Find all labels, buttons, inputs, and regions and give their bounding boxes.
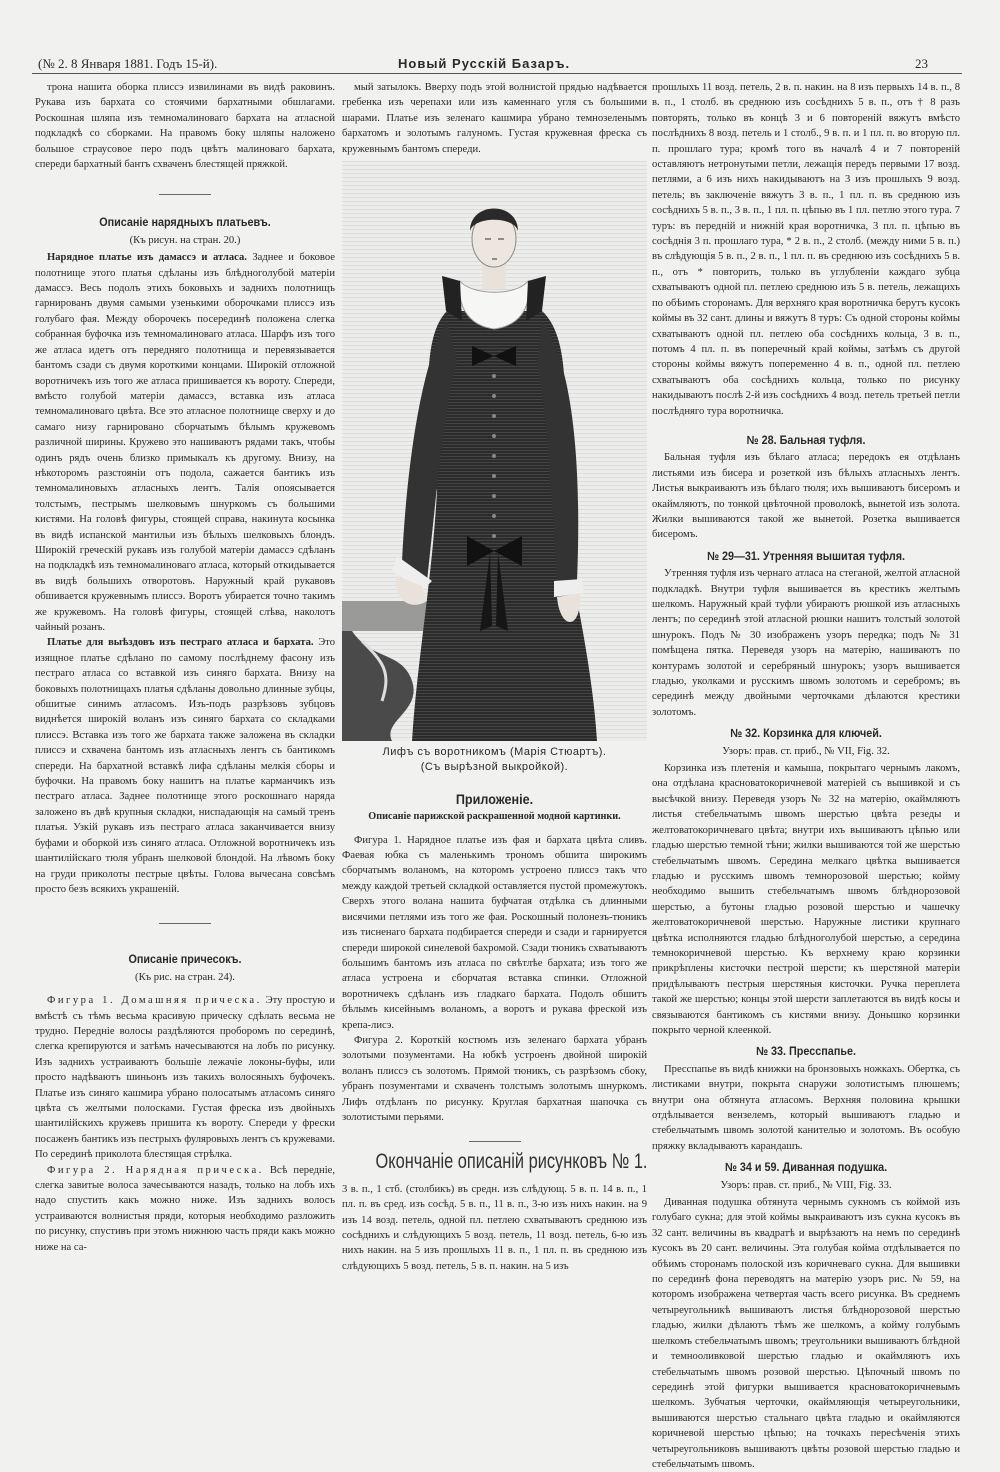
paragraph: Диванная подушка обтянута чернымъ сукномъ съ коймой изъ голубаго сукна; для этой коймы выкраиваютъ изъ сукна кусокъ въ 32 сант. величины въ квадратѣ и вырѣзаютъ на немъ по серединѣ кусокъ въ 20 сант. величины. Эта голубая койма отдѣлывается по обѣимъ сторонамъ полоской изъ коричневаго сукна. Для вышивки по серединѣ фона переводятъ на матерію узоръ рис. № 59, на которомъ изображена четвертая часть всего рисунка. Въ среднемъ четыреугольникѣ вышиваютъ листья блѣднорозовой шерстью гладью, жилки дѣлаютъ тѣмъ же шелкомъ, а койму голубымъ шелкомъ стебельчатымъ швомъ; треугольники вышиваютъ блѣдной и темнооливковой шерстью гладью и окаймляютъ ихъ стебельчатымъ швомъ розовой шерстью. Цѣпочный швомъ по серединѣ этой фигурки вышивается красноватокоричневымъ шелкомъ. Зубчатыя черточки, окаймляющія четыреугольники, вышиваются шерстью стальнаго цвѣта гладью и окаймляются коричневой шерстью цѣпью; на точкахъ пересѣченія этихъ четыреугольниковъ вышиваютъ цвѣты розовой шерстью гладью и стебельчатымъ швомъ. xyxy=(652,1197,960,1470)
section-heading: № 33. Пресспапье. xyxy=(755,1044,856,1059)
section-heading-large: Окончаніе описаній рисунковъ № 1. xyxy=(375,1150,648,1174)
figure-caption: Лифъ съ воротникомъ (Марія Стюартъ). xyxy=(382,746,607,759)
section-subheading: Узоръ: прав. ст. приб., № VIII, Fig. 33. xyxy=(720,1179,892,1191)
illustration-woman-bodice xyxy=(342,161,647,741)
section-heading: Описаніе причесокъ. xyxy=(128,952,242,967)
paragraph: прошлыхъ 11 возд. петель, 2 в. п. накин. на 8 изъ первыхъ 14 в. п., 8 в. п., 1 столб. въ среднюю изъ сосѣднихъ 5 в. п., отъ † 8 разъ повторять, только въ концѣ 3 и 6 повтореній вяжутъ вмѣсто послѣднихъ 8 возд. петель и 1 столб., 9 в. п. и 1 пл. п. во вторую пл. п. прошлаго тура; кромѣ того въ началѣ 4 и 7 повтореній оставляютъ нетронутыми петли, лежащія передъ первыми 17 возд. петлями, а 6 изъ нихъ накидываютъ на 3 изъ прошлыхъ 9 возд. петель; въ заключеніе вяжутъ 3 в. п., 1 пл. п. въ среднюю изъ сосѣднихъ 5 в. п., 3 в. п., 1 пл. п. цѣпью въ 1 пл. петлю этого тура. 7 туръ: въ передній и нижній края воротничка, 3 пл. п. цѣпью въ сосѣднія 3 п. прошлаго тура, * 2 в. п., 2 столб. (между ними 5 в. п.) въ слѣдующія 5 в. п., 2 в. п., 1 пл. п. въ среднюю изъ сосѣднихъ 5 в. п., отъ * повторить, только въ углубленіи каждаго зубца схватываютъ одной пл. петлею среднюю изъ 5 в. петель, лежащихъ по обѣимъ сторонамъ. Для верхняго края воротничка берутъ кусокъ коймы въ 32 сант. длины и вяжутъ 8 туръ: Съ одной стороны коймы схватываютъ одной пл. петлею оба сосѣднихъ кольца, 3 в. п., потомъ 4 пл. п. въ поперечный край коймы, затѣмъ съ другой стороны коймы вяжутъ попеременно 4 в. п., одной пл. петлею схватываютъ оба сосѣднихъ кольца, только по рисунку накидываютъ послѣ 2-й изъ сосѣднихъ 4 возд. петель третьей петли послѣдняго тура воротничка. xyxy=(652,82,960,417)
section-heading: Приложеніе. xyxy=(455,790,534,807)
paragraph: трона нашита оборка плиссэ извилинами въ видѣ раковинъ. Рукава изъ бархата со стоячими бархатными обшлагами. Роскошная шляпа изъ темномалиноваго бархата на атласной подкладкѣ со сборками. На правомъ боку шляпы наложено большое страусовое перо подъ цвѣтъ малиноваго бархата, спереди бархатный бантъ схваченъ блестящей пряжкой. xyxy=(35,82,335,171)
paragraph: Фигура 1. Нарядное платье изъ фая и бархата цвѣта сливъ. Фаевая юбка съ маленькимъ трономъ обшита широкимъ сборчатымъ воланомъ, на которомъ устроено плиссэ такъ что между каждой третьей складкой оставляется пустой промежутокъ. Сверхъ этого волана нашита буфчатая отдѣлка съ длинными висячими петлями изъ того же фая. Роскошный полонезъ-тюникъ изъ тисненаго бархата подбирается спереди и сзади и гарнируется спереди широкой синелевой бахромой. Сзади тюникъ схватываютъ большимъ бантомъ изъ атласа по свѣтлѣе бархата; изъ того же атласа устроена и сборчатая вставка спинки. Отложной воротничекъ сдѣланъ изъ гладкаго бархата. Подолъ обшитъ бѣлымъ кисейнымъ воланомъ, а воротъ и рукава фреской изъ крепа-лисэ. xyxy=(342,834,647,1031)
column-1 xyxy=(35,80,335,1255)
section-heading: Описаніе нарядныхъ платьевъ. xyxy=(99,215,271,230)
header-rule xyxy=(32,73,962,74)
divider xyxy=(159,194,211,195)
section-subheading: (Къ рисун. на стран. 20.) xyxy=(129,234,241,246)
paragraph: Корзинка изъ плетенія и камыша, покрытаго чернымъ лакомъ, она отдѣлана красноватокоричневой матеріей съ вышивкой и съ высѣчкой внизу. Переведя узоръ № 32 на матерію, окаймляютъ листья стебельчатымъ швомъ шерстью цвѣта резеды и желтоватокоричневаго цвѣта; внутри ихъ вышиваютъ цѣпью или гладью шерстью темной тѣни; жилки вышиваются той же шерстью стебельчатымъ швомъ. Середина мелкаго цвѣтка вышивается гладью и русскимъ швомъ темнорозовой шерстью; койму необходимо вышить стебельчатымъ швомъ блѣднорозовой шерстью, а бутоны гладью розовой шерстью и чашечку желтоватокоричневой шерстью. Наружные листики крупнаго цвѣтка исполняются гладью блѣдноголубой шерстью, а середина темнокоричневой шерстью. Къ верхнему краю корзинки прикрѣплены кисточки пестрой шерсти; къ шерстяной матеріи придѣлываютъ пестрыя шерстяныя кисточки. Ручка переплета такой же шерстью; концы этой шерсти заплетаются въ видѣ косы и связываются бантикомъ съ кистями внизу. Донышко корзинки покрыто черной клеенкой. xyxy=(652,763,960,1036)
paragraph: Фигура 2. Короткій костюмъ изъ зеленаго бархата убранъ золотыми позументами. На юбкѣ устроенъ двойной широкій воланъ плиссэ съ золотомъ. Прямой тюникъ, съ разрѣзомъ сбоку, убранъ позументами и схваченъ толстымъ золотымъ шнуркомъ. Лифъ отдѣланъ по рисунку. Круглая бархатная шапочка съ золотистыми перьями. xyxy=(342,1034,647,1123)
paragraph: Пресспапье въ видѣ книжки на бронзовыхъ ножкахъ. Обертка, съ листиками внутри, покрыта снаружи золотистымъ плюшемъ; внутри она обтянута атласомъ. Верхняя половина крышки отдѣлывается вензелемъ, который вышиваютъ гладью и стебельчатымъ швомъ золотой канителью и золотомъ. Въ особую пряжку вкладываютъ карандашъ. xyxy=(652,1063,960,1152)
column-3 xyxy=(652,80,960,1472)
paragraph: Фигура 1. Домашняя прическа. Эту простую и вмѣстѣ съ тѣмъ весьма красивую прическу сдѣлать весьма не трудно. Передніе волосы раздѣляются проборомъ по серединѣ, слегка крепируются и затѣмъ начесываются на лобъ по рисунку. Изъ заднихъ устраиваютъ большіе лежачіе локоны-буфы, или просто надѣваютъ шиньонъ изъ такихъ волосяныхъ буфочекъ. Платье изъ синяго кашмира убрано полосатымъ атласомъ синяго цвѣта съ желтыми полосками. Густая фреска изъ двойныхъ шантилійскихъ кружевъ пришита къ вороту. Спереди у фрески посаженъ бантикъ изъ пестрыхъ фуляровыхъ лентъ съ кружевами. По серединѣ приколота блестящая стрѣлка. xyxy=(35,995,335,1161)
paragraph: Бальная туфля изъ бѣлаго атласа; передокъ ея отдѣланъ листьями изъ бисера и розеткой изъ бѣлыхъ атласныхъ лентъ. Листья выкраиваютъ изъ бѣлаго тюля; ихъ вышиваютъ бисеромъ и окаймляютъ, по тонкой цвѣточной проволокѣ, вынетой изъ золота. Жилки вышиваются такой же вынетой. Розетка вышивается бисеромъ. xyxy=(652,452,960,541)
paragraph: 3 в. п., 1 стб. (столбикъ) въ средн. изъ слѣдующ. 5 в. п. 14 в. п., 1 пл. п. въ сред. изъ сосѣд. 5 в. п., 11 в. п., 3-ю изъ нихъ накин. на 9 изъ 14 возд. петель, одной пл. петлею схватываютъ среднюю изъ сосѣднихъ и слѣдующихъ 5 возд. петель, 11 возд. петель, 6-ю изъ нихъ накин. на 5 изъ прошлыхъ 11 в. п., 1 пл. п. въ среднюю изъ слѣдующихъ 5 возд. петель, 5 в. п. накин. на 5 изъ xyxy=(342,1183,647,1272)
newspaper-title: Новый Русскій Базаръ. xyxy=(398,56,571,71)
issue-info: (№ 2. 8 Января 1881. Годъ 15-й). xyxy=(38,56,218,71)
paragraph: Платье для выѣздовъ изъ пестраго атласа и бархата. Это изящное платье сдѣлано по самому послѣднему фасону изъ пестраго атласа со вставкой изъ синяго бархата. Внизу на боковыхъ полотнищахъ платья сдѣланы довольно длинные зубцы, обшитые синимъ атласомъ. Изъ-подъ разрѣзовъ зубцовъ виднѣется широкій воланъ изъ синяго бархата со складками плиссэ. Вставка изъ того же бархата также заложена въ складки плиссэ и схвачена бантомъ изъ атласныхъ лентъ съ бантикомъ спереди. На бархатной вставкѣ лифа сдѣланы мелкія сборы и буфочки. На правомъ боку нашитъ на платье карманчикъ изъ пестраго атласа. Заднее полотнище этого роскошнаго наряда заложено въ двѣ крупныя складки, ниспадающія на самый тренъ платья. Узкій рукавъ изъ пестраго атласа заканчивается внизу буфами и оборкой изъ синяго атласа. Отложной воротничекъ изъ шантилійскаго тюля убранъ шелковой блондой. На лѣвомъ боку на груди приколоты пестрые цвѣты. Голова вычесана совсѣмъ просто безъ всякихъ украшеній. xyxy=(35,637,335,895)
divider xyxy=(469,1141,521,1142)
paragraph: Утренняя туфля изъ чернаго атласа на стеганой, желтой атласной подкладкѣ. Внутри туфля вышивается въ крестикъ желтымъ шелкомъ. Наружный край туфли убираютъ рюшкой изъ атласныхъ лентъ; по серединѣ этой атласной рюшки нашитъ толстый золотой шнурокъ. Подъ № 30 изображенъ узоръ передка; подъ № 31 помѣщена пятка. Переведя узоръ на матерію, нашиваютъ по контурамъ золотой и серебряный шнурокъ; узоръ вышивается гладью, уколками и русскимъ швомъ золотомъ и серебромъ; въ серединѣ между двойными черточками дѣлаются крестики золотомъ. xyxy=(652,568,960,718)
section-subheading: Узоръ: прав. ст. приб., № VII, Fig. 32. xyxy=(722,745,890,757)
section-heading: № 32. Корзинка для ключей. xyxy=(730,726,882,741)
section-heading: № 34 и 59. Диванная подушка. xyxy=(724,1160,888,1175)
paragraph: Фигура 2. Нарядная прическа. Всѣ передніе, слегка завитые волоса зачесываются назадъ, только на лобъ ихъ надо спустить какъ можно ниже. Изъ заднихъ волосъ устраиваются волнистыя пряди, которыя необходимо разложить по рисунку, спустивъ при этомъ нижнюю часть пряди какъ можно ниже на са- xyxy=(35,1164,336,1253)
section-subheading: Описаніе парижской раскрашенной модной картинки. xyxy=(368,811,621,823)
paragraph: мый затылокъ. Вверху подъ этой волнистой прядью надѣвается гребенка изъ черепахи или изъ каменнаго угля съ большими шарами. Платье изъ зеленаго кашмира убрано темнозеленымъ бархатомъ и золотымъ галуномъ. Густая кружевная фреска съ кружевнымъ бантомъ спереди. xyxy=(342,82,647,155)
section-subheading: (Къ рис. на стран. 24). xyxy=(135,971,235,983)
section-heading: № 28. Бальная туфля. xyxy=(746,432,866,447)
figure-caption-note: (Съ вырѣзной выкройкой). xyxy=(420,761,569,774)
divider xyxy=(159,923,211,924)
section-heading: № 29—31. Утренняя вышитая туфля. xyxy=(707,548,905,563)
page-number: 23 xyxy=(915,56,928,71)
paragraph: Нарядное платье изъ дамассэ и атласа. Заднее и боковое полотнище этого платья сдѣланы изъ блѣдноголубой матеріи дамассэ. Весь подолъ этихъ боковыхъ и заднихъ полотнищъ гарнированъ двумя самыми узенькими оборочками плиссэ изъ голубаго фая. Между оборочекъ посерединѣ положена слегка собранная буфочка изъ темномалиноваго атласа. Шарфъ изъ того же атласа идетъ отъ передняго полотнища и перевязывается бантомъ сзади съ двумя короткими концами. Широкій отложной воротничекъ изъ того же атласа пришивается къ вороту. Спереди, вмѣсто голубой матеріи дамассэ, вставка изъ атласа темномалиноваго цвѣта. Все это атласное полотнище сверху и до самаго низу гарнировано сборчатымъ бѣлымъ кружевомъ различной ширины. Кружево это нашиваютъ рядами такъ, чтобы одинъ рядъ очень близко примыкалъ къ другому. Внизу, на нѣкоторомъ разстояніи отъ подола, сажается бантикъ изъ темномалиновыхъ атласныхъ лентъ. Талія опоясывается толстымъ, пестрымъ шелковымъ шнуркомъ съ большими кистями. На головѣ фигуры, стоящей справа, накинута косынка въ видѣ испанской мантильи изъ бѣлыхъ шелковыхъ блондъ. Широкій греческій рукавъ изъ голубой матеріи дамассэ сдѣланъ на подкладкѣ изъ темномалиноваго атласа, который откидывается въ видѣ большихъ отворотовъ. Наружный край рукавовъ обшивается кружевнымъ плиссэ. Воротъ убирается точно такимъ же кружевомъ. На головѣ фигуры, стоящей слѣва, наколотъ чайный розанъ. xyxy=(35,252,335,633)
column-2 xyxy=(342,80,647,1274)
